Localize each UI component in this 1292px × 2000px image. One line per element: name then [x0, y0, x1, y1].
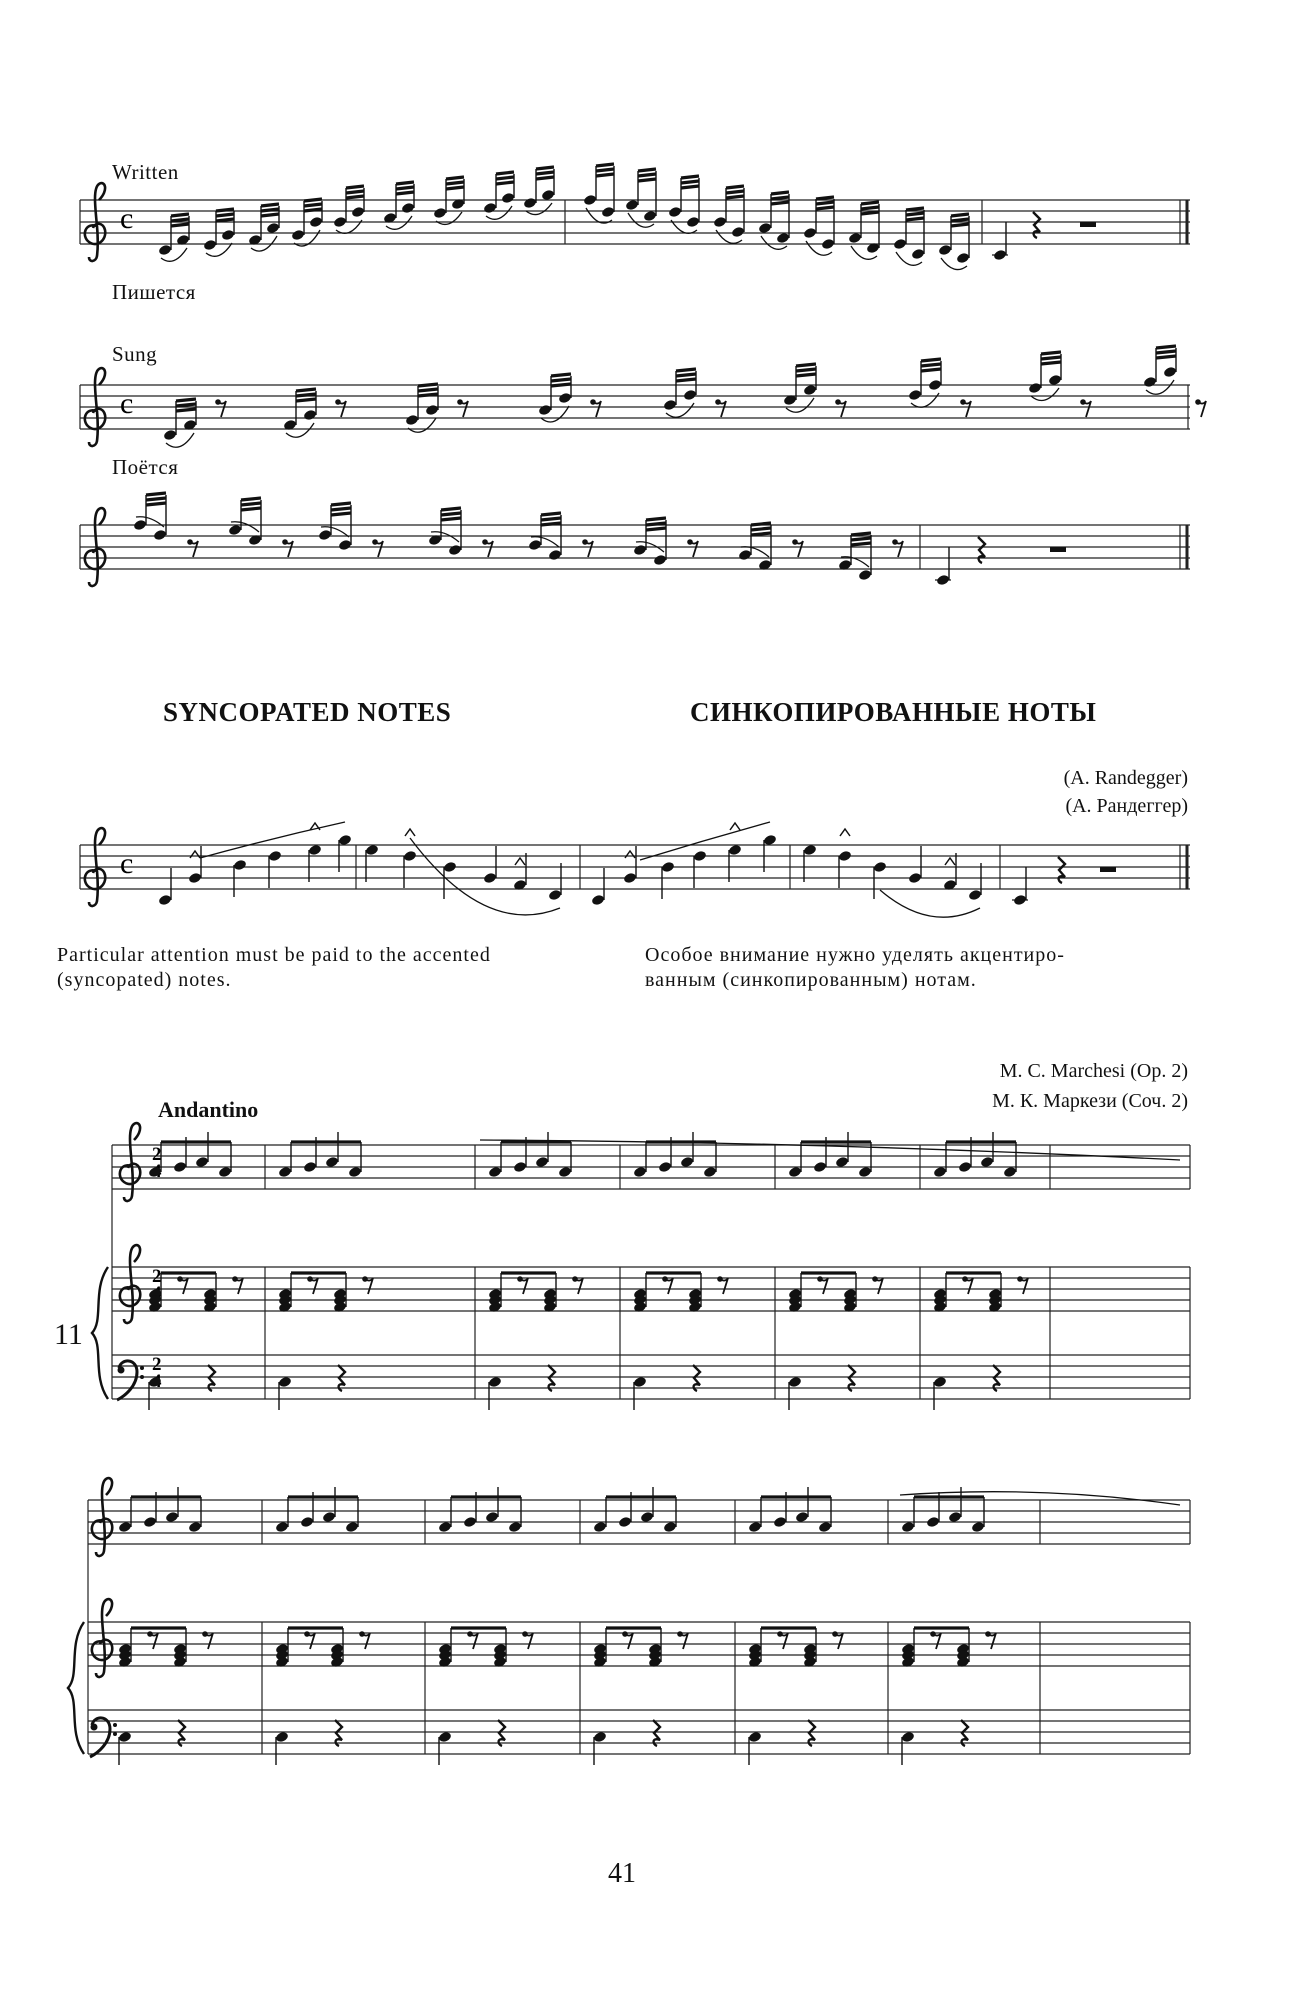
notehead [275, 1731, 289, 1743]
notehead [188, 872, 202, 884]
notehead [348, 1166, 362, 1178]
notehead [788, 1376, 802, 1388]
sung-label-ru: Поётся [112, 455, 179, 479]
notehead [958, 1161, 972, 1173]
notehead [803, 227, 817, 239]
notehead [133, 519, 147, 531]
notehead [488, 1166, 502, 1178]
time-sig-top: 2 [152, 1144, 162, 1165]
notehead [938, 244, 952, 256]
notehead [633, 1376, 647, 1388]
notehead [275, 1521, 289, 1533]
notehead [686, 216, 700, 228]
notehead [548, 889, 562, 901]
notehead [980, 1156, 994, 1168]
notehead [485, 1511, 499, 1523]
notehead [318, 529, 332, 541]
notehead [901, 1521, 915, 1533]
notehead [233, 859, 247, 871]
notehead [528, 539, 542, 551]
page-number: 41 [608, 1858, 636, 1889]
notehead [351, 206, 365, 218]
svg-text:c: c [120, 847, 134, 880]
notehead [858, 1166, 872, 1178]
notehead [463, 1516, 477, 1528]
exercise-number: 11 [54, 1318, 83, 1351]
notehead [693, 850, 707, 862]
notehead [908, 872, 922, 884]
notehead [968, 889, 982, 901]
notehead [818, 1521, 832, 1533]
notehead [593, 1521, 607, 1533]
notehead [268, 850, 282, 862]
notehead [401, 202, 415, 214]
notehead [661, 861, 675, 873]
notehead [838, 850, 852, 862]
notehead [835, 1156, 849, 1168]
notehead [731, 226, 745, 238]
notehead [1003, 1166, 1017, 1178]
notehead [1143, 376, 1157, 388]
notehead [1163, 366, 1177, 378]
notehead [303, 1161, 317, 1173]
notehead [803, 384, 817, 396]
notehead [971, 1521, 985, 1533]
notehead [488, 1376, 502, 1388]
notehead [309, 216, 323, 228]
note-en-line-2: (syncopated) notes. [57, 969, 232, 991]
notehead [118, 1731, 132, 1743]
notehead [933, 1376, 947, 1388]
notehead [278, 1166, 292, 1178]
notehead [668, 206, 682, 218]
notehead [893, 238, 907, 250]
notehead [322, 1511, 336, 1523]
notehead [118, 1521, 132, 1533]
staff-randegger [80, 822, 1190, 917]
notehead [448, 544, 462, 556]
notehead [623, 872, 637, 884]
svg-text:c: c [120, 202, 134, 235]
notehead [763, 834, 777, 846]
notehead [663, 1521, 677, 1533]
notehead [483, 872, 497, 884]
notehead [795, 1511, 809, 1523]
notehead [1028, 382, 1042, 394]
notehead [738, 549, 752, 561]
notehead [425, 404, 439, 416]
notehead [813, 1161, 827, 1173]
notehead [203, 239, 217, 251]
notehead [758, 222, 772, 234]
notehead [928, 379, 942, 391]
svg-text:2: 2 [152, 1266, 162, 1287]
notehead [901, 1731, 915, 1743]
notehead [683, 389, 697, 401]
notehead [333, 216, 347, 228]
composer-marchesi-ru: М. К. Маркези (Соч. 2) [992, 1090, 1188, 1112]
system-1 [92, 1123, 1190, 1410]
notehead [541, 189, 555, 201]
notehead [625, 199, 639, 211]
notehead [303, 409, 317, 421]
notehead [728, 844, 742, 856]
notehead [153, 529, 167, 541]
composer-marchesi-en: M. C. Marchesi (Op. 2) [999, 1060, 1188, 1082]
svg-text:2: 2 [152, 1354, 162, 1375]
notehead [911, 248, 925, 260]
written-label: Written [112, 160, 179, 184]
notehead [345, 1521, 359, 1533]
notehead [558, 1166, 572, 1178]
notehead [748, 1521, 762, 1533]
notehead [300, 1516, 314, 1528]
notehead [821, 238, 835, 250]
composer-randegger-ru: (А. Рандеггер) [1065, 795, 1188, 817]
notehead [873, 861, 887, 873]
notehead [643, 210, 657, 222]
notehead [713, 216, 727, 228]
system-2 [68, 1478, 1190, 1765]
written-label-ru: Пишется [112, 280, 196, 304]
notehead [1048, 374, 1062, 386]
notehead [948, 1511, 962, 1523]
staff-sung-continued [80, 493, 1190, 586]
heading-syncopated-en: SYNCOPATED NOTES [163, 697, 452, 727]
notehead [195, 1156, 209, 1168]
notehead [501, 192, 515, 204]
notehead [653, 554, 667, 566]
notehead [633, 1166, 647, 1178]
notehead [218, 1166, 232, 1178]
notehead [438, 1731, 452, 1743]
notehead [308, 844, 322, 856]
notehead [443, 861, 457, 873]
notehead [663, 399, 677, 411]
notehead [338, 539, 352, 551]
notehead [173, 1161, 187, 1173]
notehead [538, 404, 552, 416]
notehead [338, 834, 352, 846]
notehead [633, 544, 647, 556]
staff-written [80, 164, 1190, 270]
notehead [228, 524, 242, 536]
notehead [165, 1511, 179, 1523]
svg-text:c: c [120, 387, 134, 420]
notehead [583, 194, 597, 206]
notehead [558, 392, 572, 404]
composer-randegger-en: (A. Randegger) [1063, 767, 1188, 789]
notehead [403, 850, 417, 862]
note-ru-line-2: ванным (синкопированным) нотам. [645, 969, 977, 991]
notehead [291, 229, 305, 241]
note-en-line-1: Particular attention must be paid to the accented [57, 944, 491, 966]
notehead [513, 1161, 527, 1173]
notehead [703, 1166, 717, 1178]
notehead [163, 429, 177, 441]
notehead [601, 206, 615, 218]
notehead [221, 229, 235, 241]
notehead [640, 1511, 654, 1523]
tempo-marking: Andantino [158, 1097, 259, 1122]
notehead [365, 844, 379, 856]
notehead [593, 1731, 607, 1743]
note-ru-line-1: Особое внимание нужно уделять акцентиро- [645, 944, 1065, 966]
heading-syncopated-ru: СИНКОПИРОВАННЫЕ НОТЫ [690, 697, 1097, 727]
notehead [508, 1521, 522, 1533]
notehead [618, 1516, 632, 1528]
staff-sung [80, 346, 1206, 447]
notehead [748, 1731, 762, 1743]
notehead [926, 1516, 940, 1528]
notehead [933, 1166, 947, 1178]
notehead [548, 549, 562, 561]
notehead [278, 1376, 292, 1388]
notehead [788, 1166, 802, 1178]
notehead [773, 1516, 787, 1528]
notehead [438, 1521, 452, 1533]
notehead [803, 844, 817, 856]
notehead [158, 244, 172, 256]
notehead [956, 252, 970, 264]
notehead [591, 894, 605, 906]
notehead [658, 1161, 672, 1173]
notehead [523, 197, 537, 209]
notehead [188, 1521, 202, 1533]
notehead [158, 894, 172, 906]
sung-label: Sung [112, 342, 158, 366]
notehead [325, 1156, 339, 1168]
notehead [680, 1156, 694, 1168]
notehead [848, 232, 862, 244]
notehead [143, 1516, 157, 1528]
notehead [266, 222, 280, 234]
notehead [483, 202, 497, 214]
notehead [433, 207, 447, 219]
notehead [535, 1156, 549, 1168]
notehead [858, 569, 872, 581]
notehead [776, 232, 790, 244]
notehead [405, 414, 419, 426]
notehead [908, 389, 922, 401]
